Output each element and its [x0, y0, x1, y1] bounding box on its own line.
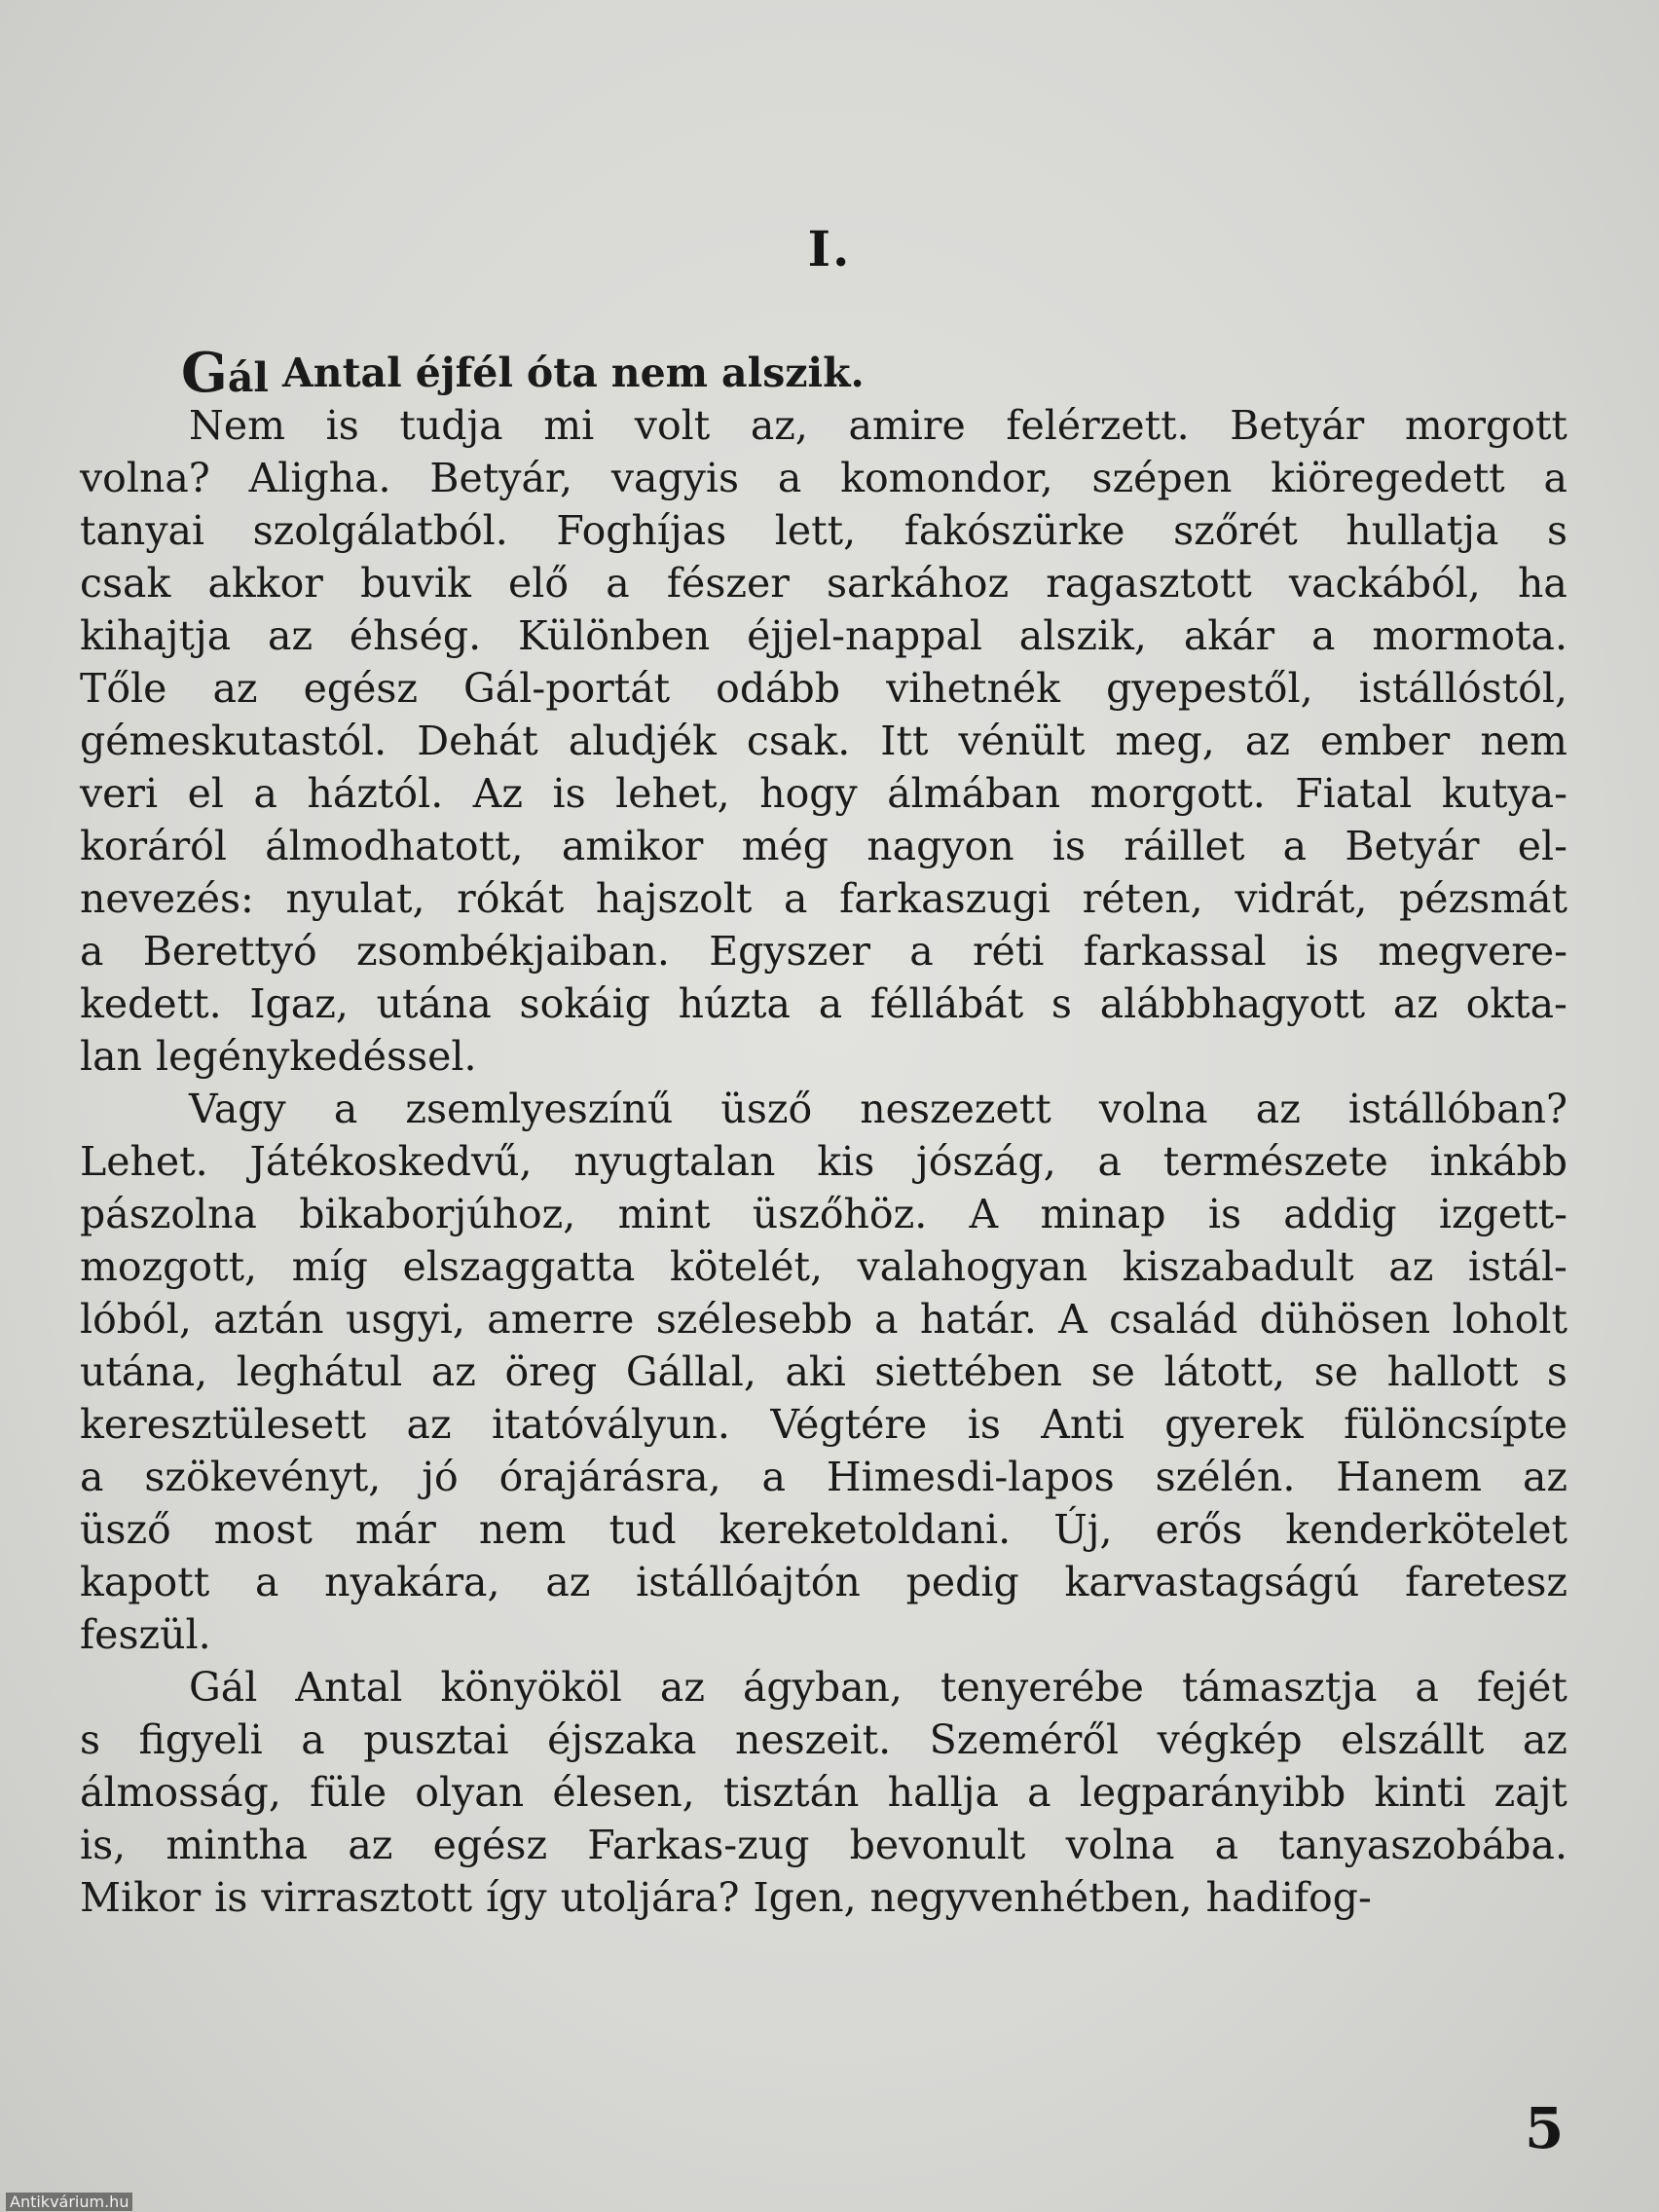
- paragraph: [80, 341, 1567, 405]
- word: zsombékjaiban.: [355, 928, 670, 975]
- word: siettében: [874, 1348, 1062, 1395]
- word: Különben: [518, 612, 711, 659]
- text-line: [80, 609, 1567, 662]
- word: is: [1207, 1191, 1241, 1237]
- word: lett,: [774, 507, 857, 554]
- word: csak.: [746, 718, 851, 764]
- word: alszik,: [1018, 612, 1147, 659]
- word: buvik: [360, 560, 471, 607]
- word: Hanem: [1336, 1454, 1483, 1500]
- word: Dehát: [417, 718, 538, 764]
- word: pusztai: [363, 1716, 509, 1763]
- text-line: [80, 452, 1567, 504]
- word: Gállal,: [625, 1348, 756, 1395]
- word: a: [80, 928, 104, 975]
- word: Betyár,: [429, 455, 573, 501]
- word: keresztülesett: [80, 1401, 367, 1448]
- word: szolgálatból.: [252, 507, 508, 554]
- word: bevonult: [849, 1822, 1026, 1868]
- word: loholt: [1452, 1296, 1567, 1343]
- word: Igen,: [753, 1874, 857, 1921]
- word: Mikor: [80, 1874, 202, 1921]
- word: valahogyan: [857, 1243, 1088, 1290]
- word: mormota.: [1372, 612, 1567, 659]
- word: hajszolt: [595, 875, 753, 922]
- word: a: [1097, 1138, 1122, 1185]
- text-line: [80, 1608, 1567, 1661]
- word: az: [545, 1559, 591, 1605]
- word: volt: [634, 402, 711, 449]
- word: a: [1214, 1822, 1239, 1868]
- word: kereketoldani.: [719, 1506, 1012, 1553]
- word: rókát: [457, 875, 565, 922]
- word: morgott: [1404, 402, 1567, 449]
- word: féllábát: [869, 980, 1024, 1027]
- text-line: [80, 1293, 1567, 1346]
- word: Aligha.: [248, 455, 391, 501]
- text-line: [80, 925, 1567, 977]
- word: vackából,: [1288, 560, 1481, 607]
- word: kis: [817, 1138, 875, 1185]
- word: már: [354, 1506, 436, 1553]
- word: neszezett: [860, 1086, 1051, 1132]
- word: Gál: [189, 1664, 258, 1711]
- word: kutya-: [1441, 770, 1567, 817]
- word: mintha: [166, 1822, 309, 1868]
- word: lan: [80, 1033, 142, 1080]
- text-line: [80, 1871, 1567, 1924]
- word: amerre: [487, 1296, 635, 1343]
- word: figyeli: [138, 1716, 263, 1763]
- chapter-heading: I.: [807, 220, 852, 277]
- word: pászolna: [80, 1191, 257, 1237]
- text-line: [80, 977, 1567, 1030]
- word: az: [212, 665, 258, 712]
- word: virrasztott: [261, 1874, 473, 1921]
- word: míg: [291, 1243, 368, 1290]
- word: ha: [1518, 560, 1567, 607]
- word: az: [1244, 718, 1290, 764]
- word: a: [783, 875, 808, 922]
- word: a: [1415, 1664, 1439, 1711]
- word: Lehet.: [80, 1138, 208, 1185]
- word: Itt: [880, 718, 929, 764]
- word: pézsmát: [1399, 875, 1567, 922]
- word: Új,: [1053, 1506, 1113, 1553]
- text-line: [80, 1083, 1567, 1135]
- word: végkép: [1157, 1716, 1303, 1763]
- word: Egyszer: [709, 928, 871, 975]
- word: meg,: [1115, 718, 1215, 764]
- word: az: [406, 1401, 452, 1448]
- word: a: [777, 455, 802, 501]
- text-line: [80, 662, 1567, 715]
- word: Anti: [1041, 1401, 1124, 1448]
- word: Foghíjas: [556, 507, 727, 554]
- word: a: [761, 1454, 786, 1500]
- word: határ.: [919, 1296, 1037, 1343]
- word: okta-: [1465, 980, 1567, 1027]
- text-line: [80, 399, 1567, 452]
- word: elszállt: [1341, 1716, 1485, 1763]
- word: támasztja: [1181, 1664, 1378, 1711]
- word: a: [1543, 455, 1567, 501]
- word: koráról: [80, 823, 227, 869]
- word: amikor: [561, 823, 704, 869]
- word: éhség.: [349, 612, 482, 659]
- word: az: [268, 612, 313, 659]
- word: hogy: [759, 770, 858, 817]
- text-line: [80, 1135, 1567, 1188]
- word: Nem: [189, 402, 286, 449]
- word: az: [659, 1664, 705, 1711]
- text-line: [80, 341, 1567, 405]
- text-line: [80, 1766, 1567, 1819]
- word: kenderkötelet: [1285, 1506, 1567, 1553]
- word: is,: [80, 1822, 127, 1868]
- word: még: [741, 823, 830, 869]
- body-text: [80, 341, 1567, 1924]
- word: kihajtja: [80, 612, 232, 659]
- word: háztól.: [307, 770, 444, 817]
- word: tisztán: [722, 1769, 860, 1816]
- word: hallja: [887, 1769, 999, 1816]
- word: neszeit.: [734, 1716, 892, 1763]
- word: aki: [785, 1348, 846, 1395]
- word: a: [909, 928, 934, 975]
- word: faretesz: [1405, 1559, 1567, 1605]
- word: látott,: [1163, 1348, 1286, 1395]
- word: mozgott,: [80, 1243, 258, 1290]
- word: lóból,: [80, 1296, 192, 1343]
- word: család: [1109, 1296, 1238, 1343]
- word: hadifog-: [1205, 1874, 1372, 1921]
- word: szépen: [1091, 455, 1233, 501]
- word: erős: [1155, 1506, 1243, 1553]
- word: Berettyó: [142, 928, 317, 975]
- word: is: [1051, 823, 1087, 869]
- word: is: [552, 770, 586, 817]
- word: Antal: [281, 350, 402, 396]
- word: az: [1388, 1243, 1434, 1290]
- word: is: [325, 402, 359, 449]
- word: Vagy: [189, 1086, 286, 1132]
- text-line: [80, 1451, 1567, 1503]
- word: hallott: [1386, 1348, 1519, 1395]
- word: olyan: [415, 1769, 525, 1816]
- word: aludjék: [568, 718, 717, 764]
- word: zsemlyeszínű: [405, 1086, 674, 1132]
- word: minap: [1040, 1191, 1166, 1237]
- word: is: [967, 1401, 1001, 1448]
- text-line: [80, 715, 1567, 767]
- word: utána,: [80, 1348, 208, 1395]
- word: negyvenhétben,: [869, 1874, 1193, 1921]
- word: Betyár: [1345, 823, 1480, 869]
- word: fakószürke: [903, 507, 1125, 554]
- word: elő: [508, 560, 570, 607]
- text-line: [80, 1240, 1567, 1293]
- word: Fiatal: [1295, 770, 1413, 817]
- word: így: [486, 1874, 547, 1921]
- word: feszül.: [80, 1611, 211, 1658]
- word: nyugtalan: [573, 1138, 776, 1185]
- paragraph: [80, 1661, 1567, 1924]
- word: kiszabadult: [1122, 1243, 1354, 1290]
- word: nevezés:: [80, 875, 254, 922]
- word: karvastagságú: [1064, 1559, 1360, 1605]
- word: a: [1027, 1769, 1051, 1816]
- word: Gál: [181, 341, 269, 405]
- word: vénült: [958, 718, 1086, 764]
- word: gyerek: [1164, 1401, 1304, 1448]
- word: húzta: [678, 980, 791, 1027]
- word: legénykedéssel.: [155, 1033, 477, 1080]
- word: odább: [716, 665, 841, 712]
- text-line: [80, 1398, 1567, 1451]
- word: fülöncsípte: [1344, 1401, 1567, 1448]
- word: a: [1282, 823, 1308, 869]
- word: egész: [432, 1822, 548, 1868]
- word: is: [1306, 928, 1340, 975]
- word: akár: [1183, 612, 1275, 659]
- text-line: [80, 820, 1567, 872]
- text-line: [80, 1714, 1567, 1766]
- word: sarkához: [827, 560, 1010, 607]
- word: órajárásra,: [498, 1454, 721, 1500]
- word: farkassal: [1083, 928, 1267, 975]
- word: vihetnék: [886, 665, 1061, 712]
- word: tudja: [399, 402, 503, 449]
- word: nem: [478, 1506, 567, 1553]
- word: amire: [848, 402, 966, 449]
- word: vagyis: [610, 455, 740, 501]
- word: komondor,: [840, 455, 1053, 501]
- word: nyakára,: [324, 1559, 500, 1605]
- word: a: [606, 560, 630, 607]
- word: farkaszugi: [839, 875, 1051, 922]
- word: tanyai: [80, 507, 205, 554]
- word: zajt: [1493, 1769, 1567, 1816]
- word: csak: [80, 560, 171, 607]
- word: kapott: [80, 1559, 210, 1605]
- word: sokáig: [519, 980, 650, 1027]
- word: tenyerébe: [940, 1664, 1144, 1711]
- text-line: [80, 557, 1567, 609]
- word: volna?: [80, 455, 210, 501]
- word: Farkas-zug: [587, 1822, 810, 1868]
- word: éjjel-nappal: [747, 612, 982, 659]
- word: megvere-: [1378, 928, 1567, 975]
- word: most: [213, 1506, 313, 1553]
- word: éjfél: [415, 350, 513, 396]
- word: jó: [422, 1454, 459, 1500]
- word: a: [301, 1716, 325, 1763]
- word: istállóajtón: [636, 1559, 861, 1605]
- word: nagyon: [866, 823, 1014, 869]
- word: élesen,: [552, 1769, 695, 1816]
- word: gyepestől,: [1106, 665, 1313, 712]
- word: kötelét,: [669, 1243, 824, 1290]
- word: nyulat,: [285, 875, 425, 922]
- word: Végtére: [770, 1401, 928, 1448]
- word: izgett-: [1438, 1191, 1567, 1237]
- word: Antal: [295, 1664, 403, 1711]
- text-line: [80, 1556, 1567, 1608]
- word: volna: [1098, 1086, 1208, 1132]
- word: gémeskutastól.: [80, 718, 387, 764]
- word: Himesdi-lapos: [826, 1454, 1115, 1500]
- word: bikaborjúhoz,: [299, 1191, 576, 1237]
- word: Az: [472, 770, 523, 817]
- word: se: [1313, 1348, 1359, 1395]
- word: is: [214, 1874, 248, 1921]
- word: s: [1546, 1348, 1567, 1395]
- word: a: [874, 1296, 899, 1343]
- word: hullatja: [1346, 507, 1499, 554]
- word: Igaz,: [249, 980, 349, 1027]
- word: nem: [1480, 718, 1567, 764]
- word: nem: [610, 350, 709, 396]
- word: réten,: [1082, 875, 1203, 922]
- text-line: [80, 1819, 1567, 1871]
- text-line: [80, 1030, 1567, 1083]
- paragraph: [80, 1083, 1567, 1661]
- word: istállóstól,: [1358, 665, 1567, 712]
- word: az: [1255, 1086, 1301, 1132]
- word: tanyaszobába.: [1278, 1822, 1567, 1868]
- word: mi: [543, 402, 595, 449]
- word: a: [1311, 612, 1336, 659]
- word: a: [80, 1454, 104, 1500]
- word: álmában: [887, 770, 1061, 817]
- word: A: [969, 1191, 999, 1237]
- word: az: [1392, 980, 1438, 1027]
- word: alábbhagyott: [1099, 980, 1366, 1027]
- word: szélén.: [1155, 1454, 1296, 1500]
- word: réti: [972, 928, 1045, 975]
- word: Szeméről: [929, 1716, 1120, 1763]
- word: könyököl: [440, 1664, 622, 1711]
- word: s: [1051, 980, 1072, 1027]
- word: üsző: [720, 1086, 813, 1132]
- word: ráillet: [1124, 823, 1245, 869]
- word: üszőhöz.: [752, 1191, 928, 1237]
- word: utoljára?: [560, 1874, 740, 1921]
- word: alszik.: [721, 350, 865, 396]
- word: ágyban,: [742, 1664, 903, 1711]
- word: addig: [1283, 1191, 1397, 1237]
- paragraph: [80, 399, 1567, 1083]
- text-line: [80, 504, 1567, 557]
- word: utána: [376, 980, 492, 1027]
- watermark: Antikvárium.hu: [6, 2193, 132, 2211]
- text-line: [80, 1503, 1567, 1556]
- word: fejét: [1477, 1664, 1567, 1711]
- word: felérzett.: [1006, 402, 1190, 449]
- word: el: [187, 770, 225, 817]
- text-line: [80, 872, 1567, 925]
- word: akkor: [207, 560, 323, 607]
- word: volna: [1065, 1822, 1175, 1868]
- word: se: [1090, 1348, 1135, 1395]
- word: a: [333, 1086, 358, 1132]
- word: füle: [310, 1769, 387, 1816]
- word: az,: [750, 402, 808, 449]
- word: A: [1058, 1296, 1088, 1343]
- word: vidrát,: [1235, 875, 1368, 922]
- word: szökevényt,: [144, 1454, 382, 1500]
- word: s: [1546, 507, 1567, 554]
- word: álmodhatott,: [265, 823, 524, 869]
- word: veri: [80, 770, 159, 817]
- page-number: 5: [1525, 2095, 1565, 2161]
- word: szőrét: [1173, 507, 1298, 554]
- word: üsző: [80, 1506, 171, 1553]
- word: legparányibb: [1079, 1769, 1346, 1816]
- word: usgyi,: [345, 1296, 465, 1343]
- word: el-: [1517, 823, 1567, 869]
- word: jószág,: [916, 1138, 1056, 1185]
- text-line: [80, 1661, 1567, 1714]
- text-line: [80, 767, 1567, 820]
- word: az: [348, 1822, 393, 1868]
- text-line: [80, 1188, 1567, 1240]
- word: az: [430, 1348, 476, 1395]
- word: Gál-portát: [463, 665, 671, 712]
- word: istállóban?: [1347, 1086, 1567, 1132]
- word: Tőle: [80, 665, 167, 712]
- word: öreg: [504, 1348, 598, 1395]
- word: a: [818, 980, 843, 1027]
- word: lehet,: [615, 770, 730, 817]
- word: szélesebb: [655, 1296, 853, 1343]
- word: a: [253, 770, 277, 817]
- word: óta: [526, 350, 598, 396]
- word: aztán: [213, 1296, 324, 1343]
- word: istál-: [1467, 1243, 1567, 1290]
- word: az: [1522, 1716, 1567, 1763]
- word: kedett.: [80, 980, 222, 1027]
- word: fészer: [666, 560, 790, 607]
- word: ember: [1320, 718, 1451, 764]
- word: Betyár: [1230, 402, 1365, 449]
- word: leghátul: [236, 1348, 403, 1395]
- text-line: [80, 1346, 1567, 1398]
- word: kiöregedett: [1271, 455, 1505, 501]
- word: itatóvályun.: [492, 1401, 730, 1448]
- word: s: [80, 1716, 101, 1763]
- word: kinti: [1374, 1769, 1466, 1816]
- word: éjszaka: [547, 1716, 697, 1763]
- word: az: [1522, 1454, 1567, 1500]
- word: pedig: [905, 1559, 1019, 1605]
- word: egész: [303, 665, 418, 712]
- word: tud: [608, 1506, 677, 1553]
- word: természete: [1162, 1138, 1388, 1185]
- word: a: [254, 1559, 279, 1605]
- word: mint: [617, 1191, 711, 1237]
- word: álmosság,: [80, 1769, 281, 1816]
- word: Játékoskedvű,: [249, 1138, 533, 1185]
- word: morgott.: [1089, 770, 1266, 817]
- word: elszaggatta: [402, 1243, 636, 1290]
- word: inkább: [1429, 1138, 1567, 1185]
- word: ragasztott: [1046, 560, 1252, 607]
- word: dühösen: [1259, 1296, 1431, 1343]
